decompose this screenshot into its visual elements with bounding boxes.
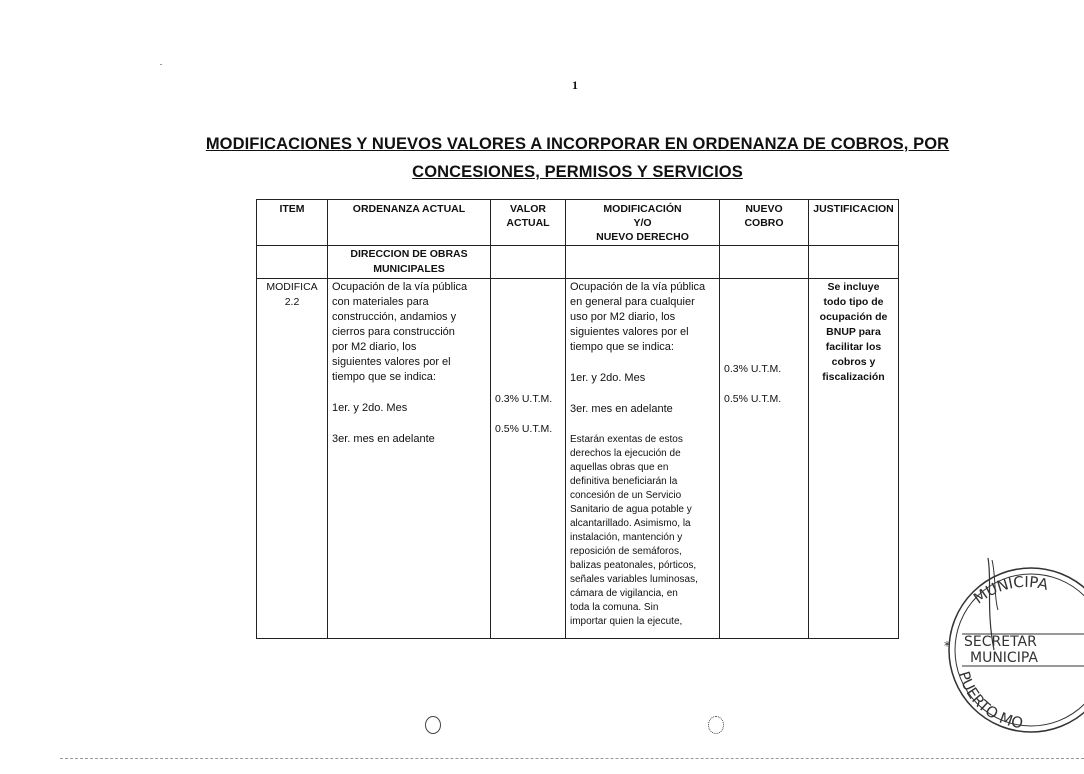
page-number: 1 — [572, 78, 578, 92]
punch-hole-left — [425, 716, 441, 734]
header-ordenanza-actual: ORDENANZA ACTUAL — [328, 200, 491, 246]
punch-hole-right — [708, 716, 724, 734]
ordenanza-actual-cell: Ocupación de la vía pública con materiales para construcción, andamios y cierros para construcción por M2 diario, los siguientes valores por el tiempo que se indica: 1er. y 2do. Mes 3er. mes en adelante — [328, 279, 491, 639]
item-cell: MODIFICA 2.2 — [257, 279, 328, 639]
section-row — [257, 246, 899, 279]
modificacion-cell: Ocupación de la vía pública en general para cualquier uso por M2 diario, los siguientes valores por el tiempo que se indica: 1er. y 2do. Mes 3er. mes en adelante Estarán exentas de estos derechos la ejecución de aquellas obras que en definitiva beneficiarán la concesión de un Servicio Sanitario de agua potable y alcantarillado. Asimismo, la instalación, mantención y reposición de semáforos, balizas peatonales, pórticos, señales variables luminosas, cámara de vigilancia, en toda la comuna. Sin importar quien la ejecute, — [566, 279, 720, 639]
seal-top-text: MUNICIPA — [970, 572, 1050, 608]
ordinance-table — [256, 199, 899, 639]
seal-star: * — [944, 639, 950, 653]
justificacion-cell: Se incluye todo tipo de ocupación de BNUP para facilitar los cobros y fiscalización — [809, 279, 899, 639]
header-modificacion: MODIFICACIÓN Y/O NUEVO DERECHO — [566, 200, 720, 246]
section-title: DIRECCION DE OBRAS MUNICIPALES — [328, 246, 491, 279]
nuevo-cobro-cell: 0.3% U.T.M. 0.5% U.T.M. — [720, 279, 809, 639]
header-justificacion: JUSTIFICACION — [809, 200, 899, 246]
valor-actual-cell: 0.3% U.T.M. 0.5% U.T.M. — [491, 279, 566, 639]
header-item: ITEM — [257, 200, 328, 246]
scan-speck — [160, 64, 162, 65]
table-row — [257, 279, 899, 639]
seal-bottom-text: PUERTO MO — [954, 669, 1025, 733]
header-nuevo-cobro: NUEVO COBRO — [720, 200, 809, 246]
municipal-seal-stamp — [936, 540, 1084, 740]
document-title-line-2: CONCESIONES, PERMISOS Y SERVICIOS — [412, 163, 743, 181]
seal-mid-text-2: MUNICIPA — [970, 650, 1038, 666]
table-header-row — [257, 200, 899, 246]
header-valor-actual: VALOR ACTUAL — [491, 200, 566, 246]
seal-mid-text-1: SECRETAR — [964, 634, 1037, 650]
document-title-line-1: MODIFICACIONES Y NUEVOS VALORES A INCORPORAR EN ORDENANZA DE COBROS, POR — [205, 135, 950, 153]
scan-edge-line — [60, 758, 1084, 759]
